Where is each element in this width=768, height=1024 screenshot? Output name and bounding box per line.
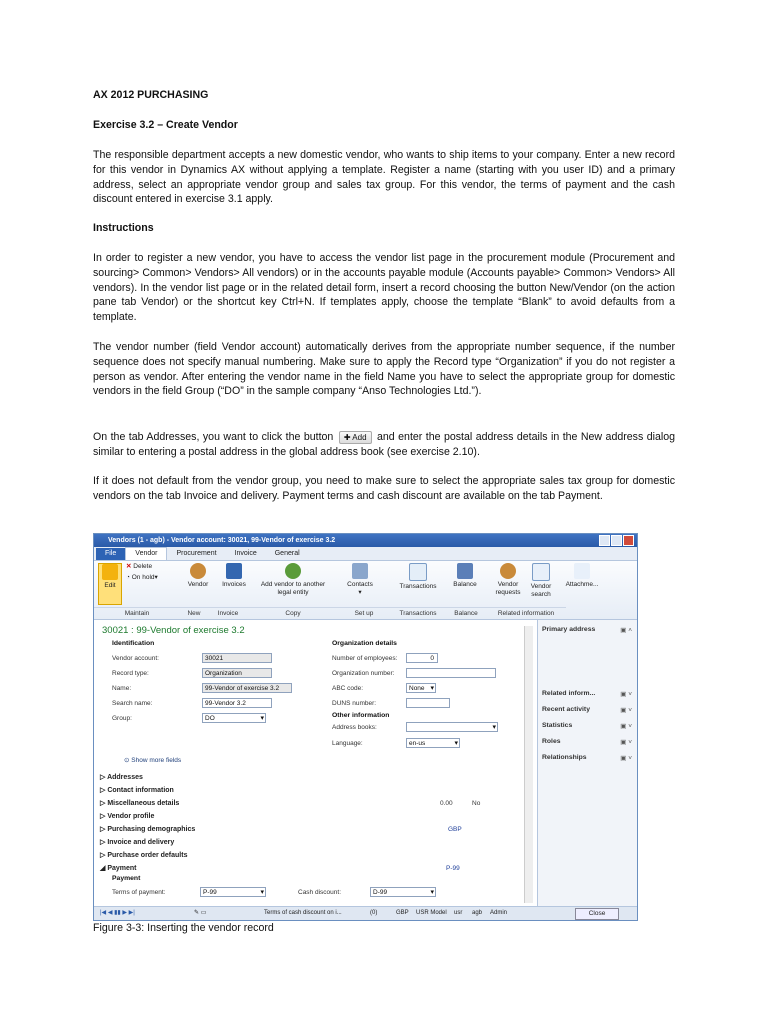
- group-invoice: Invoice: [208, 607, 248, 619]
- vendor-search-button[interactable]: [526, 563, 556, 599]
- vendor-label: Vendor: [187, 581, 209, 588]
- edit-mode-icon[interactable]: ✎ ▭: [194, 910, 207, 916]
- show-more-fields-link[interactable]: [124, 756, 181, 764]
- vendor-requests-icon: [500, 563, 516, 579]
- delete-button[interactable]: [126, 563, 152, 571]
- terms-of-payment-label: Terms of payment:: [112, 889, 166, 896]
- misc-summary-flag: No: [472, 800, 481, 807]
- fasttab-purchase-order-defaults[interactable]: ▷ Purchase order defaults: [100, 852, 188, 859]
- on-hold-button[interactable]: ◔ On hold▾: [126, 574, 158, 581]
- invoices-icon: [226, 563, 242, 579]
- fasttab-po-defaults-label: Purchase order defaults: [107, 852, 188, 859]
- fasttab-invoice-delivery[interactable]: ▷ Invoice and delivery: [100, 839, 175, 846]
- group-maintain: Maintain: [94, 607, 180, 619]
- balance-button[interactable]: [450, 563, 480, 589]
- collapse-icon[interactable]: ▣ ˄: [620, 627, 632, 634]
- para3-post: and enter the postal address details in the New address dialog similar to entering a postal address in the global address book (see exercise 2.10).: [93, 431, 675, 458]
- invoices-label: Invoices: [222, 581, 246, 588]
- show-more-label: Show more fields: [131, 757, 182, 764]
- instructions-paragraph-3: [93, 430, 675, 460]
- duns-label: DUNS number:: [332, 700, 377, 707]
- group-select[interactable]: DO ▾: [202, 713, 266, 723]
- status-currency: GBP: [396, 910, 409, 916]
- status-model: USR Model: [416, 910, 447, 916]
- status-layer: usr: [454, 910, 463, 916]
- group-label: Group:: [112, 715, 132, 722]
- vendor-account-field[interactable]: 30021: [202, 653, 272, 663]
- figure-caption: Figure 3-3: Inserting the vendor record: [93, 922, 274, 934]
- factbox-recent-activity[interactable]: Recent activity: [542, 706, 590, 713]
- minimize-icon[interactable]: [599, 535, 610, 546]
- window-title: Vendors (1 - agb) - Vendor account: 30021, 99-Vendor of exercise 3.2: [108, 537, 336, 544]
- instructions-paragraph-2: The vendor number (field Vendor account) automatically derives from the appropriate number sequence, if the number sequence does not specify manual numbering. Make sure to apply the Record type “Organization” if you do not register a person as vendor. After entering the vendor name in the field Name you have to select the appropriate group for domestic vendors in the field Group (“DO” in the sample company “Anso Technologies Ltd.”).: [93, 341, 675, 398]
- search-name-field[interactable]: 99-Vendor 3.2: [202, 698, 272, 708]
- tab-vendor[interactable]: Vendor: [125, 547, 167, 560]
- contacts-icon: [352, 563, 368, 579]
- contacts-button[interactable]: Contacts ▾: [342, 563, 378, 597]
- tab-general[interactable]: General: [274, 550, 300, 557]
- fasttab-payment-label: Payment: [107, 865, 137, 872]
- factbox-primary-address[interactable]: Primary address: [542, 626, 596, 633]
- main-pane: [94, 620, 534, 907]
- language-select[interactable]: en-us ▾: [406, 738, 460, 748]
- on-hold-icon: ◔: [126, 574, 130, 581]
- factbox-relationships[interactable]: Relationships: [542, 754, 587, 761]
- doc-heading: AX 2012 PURCHASING: [93, 89, 209, 101]
- payment-heading: Payment: [112, 875, 141, 882]
- fasttab-misc-label: Miscellaneous details: [107, 800, 180, 807]
- status-bar: [94, 906, 637, 920]
- transactions-icon: [409, 563, 427, 581]
- fasttab-addresses[interactable]: ▷ Addresses: [100, 774, 143, 781]
- add-button-image: ✚ Add: [339, 431, 372, 444]
- add-button-label: Add: [352, 432, 367, 442]
- edit-button[interactable]: [98, 563, 122, 605]
- contacts-label: Contacts: [347, 581, 373, 588]
- factbox-statistics[interactable]: Statistics: [542, 722, 573, 729]
- expand-icon[interactable]: ▣ ˅: [620, 691, 632, 698]
- name-field[interactable]: 99-Vendor of exercise 3.2: [202, 683, 292, 693]
- fasttab-purchasing-demographics[interactable]: ▷ Purchasing demographics: [100, 826, 196, 833]
- fasttab-contact-information[interactable]: ▷ Contact information: [100, 787, 174, 794]
- instructions-heading: Instructions: [93, 222, 154, 234]
- fasttab-miscellaneous[interactable]: ▷ Miscellaneous details: [100, 800, 180, 807]
- tab-invoice[interactable]: Invoice: [234, 550, 257, 557]
- cash-discount-select[interactable]: D-99 ▾: [370, 887, 436, 897]
- vendor-icon: [190, 563, 206, 579]
- tab-file[interactable]: File: [96, 548, 125, 560]
- employees-field[interactable]: 0: [406, 653, 438, 663]
- close-window-icon[interactable]: [623, 535, 634, 546]
- record-type-label: Record type:: [112, 670, 149, 677]
- balance-icon: [457, 563, 473, 579]
- employees-label: Number of employees:: [332, 655, 398, 662]
- expand-icon[interactable]: ▣ ˅: [620, 707, 632, 714]
- tab-procurement[interactable]: Procurement: [176, 550, 217, 557]
- status-company: agb: [472, 910, 483, 916]
- address-books-select[interactable]: [406, 722, 498, 732]
- vendor-requests-button[interactable]: [490, 563, 526, 597]
- pencil-icon: [102, 564, 118, 580]
- vendor-search-icon: [532, 563, 550, 581]
- fasttab-invoice-label: Invoice and delivery: [107, 839, 175, 846]
- fasttab-payment[interactable]: ◢ Payment: [100, 865, 137, 872]
- group-balance: Balance: [446, 607, 486, 619]
- record-title: 30021 : 99-Vendor of exercise 3.2: [102, 625, 245, 636]
- fasttab-contact-label: Contact information: [107, 787, 174, 794]
- close-button[interactable]: Close: [575, 908, 619, 920]
- factbox-related-information[interactable]: Related inform...: [542, 690, 596, 697]
- abc-code-select[interactable]: None ▾: [406, 683, 436, 693]
- org-number-field[interactable]: [406, 668, 496, 678]
- instructions-paragraph-4: If it does not default from the vendor group, you need to make sure to select the appropriate sales tax group for domestic vendors on the tab Invoice and delivery. Payment terms and cash discount are available on the tab Payment.: [93, 475, 675, 502]
- notification-count[interactable]: (0): [370, 910, 378, 916]
- duns-field[interactable]: [406, 698, 450, 708]
- address-books-label: Address books:: [332, 724, 377, 731]
- action-pane: [94, 561, 637, 620]
- org-number-label: Organization number:: [332, 670, 395, 677]
- fasttab-vendor-profile[interactable]: ▷ Vendor profile: [100, 813, 155, 820]
- invoices-button[interactable]: [218, 563, 250, 589]
- add-vendor-legal-entity-button[interactable]: [258, 563, 328, 597]
- group-set-up: Set up: [338, 607, 390, 619]
- record-type-field[interactable]: Organization: [202, 668, 272, 678]
- maximize-icon[interactable]: [611, 535, 622, 546]
- expand-circle-icon: ⊙: [124, 757, 130, 764]
- abc-code-label: ABC code:: [332, 685, 364, 692]
- search-name-label: Search name:: [112, 700, 153, 707]
- identification-heading: Identification: [112, 640, 155, 647]
- edit-label: Edit: [104, 582, 116, 589]
- vendor-search-label: Vendor search: [530, 583, 552, 598]
- language-label: Language:: [332, 740, 363, 747]
- on-hold-label: On hold: [131, 574, 155, 581]
- group-related-information: Related information: [486, 607, 566, 619]
- delete-label: Delete: [133, 563, 153, 570]
- status-hint: Terms of cash discount on i...: [264, 910, 342, 916]
- window-titlebar: [94, 534, 637, 547]
- balance-label: Balance: [453, 581, 477, 588]
- expand-icon[interactable]: ▣ ˅: [620, 755, 632, 762]
- currency-summary: GBP: [448, 826, 462, 833]
- payment-summary: P-99: [446, 865, 460, 872]
- intro-paragraph: The responsible department accepts a new domestic vendor, who wants to ship items to your company. Enter a new record for this vendor in Dynamics AX without applying a template. Register a name (starting with you user ID) and a primary address, select an appropriate vendor group and sales tax group. For this vendor, the terms of payment and the cash discount entered in exercise 3.1 apply.: [93, 149, 675, 206]
- group-new: New: [180, 607, 208, 619]
- attachments-label: Attachme...: [565, 581, 599, 588]
- para3-pre: On the tab Addresses, you want to click the button: [93, 431, 334, 443]
- factbox-roles[interactable]: Roles: [542, 738, 561, 745]
- exercise-title: Exercise 3.2 – Create Vendor: [93, 119, 238, 131]
- group-transactions: Transactions: [390, 607, 446, 619]
- fasttab-vendor-profile-label: Vendor profile: [107, 813, 155, 820]
- cash-discount-label: Cash discount:: [298, 889, 341, 896]
- expand-icon[interactable]: ▣ ˅: [620, 723, 632, 730]
- record-navigation-icons[interactable]: |◀ ◀ ▮▮ ▶ ▶|: [100, 910, 135, 916]
- vendor-form-window: [93, 533, 638, 921]
- vendor-account-label: Vendor account:: [112, 655, 159, 662]
- name-label: Name:: [112, 685, 132, 692]
- attachments-button[interactable]: [562, 563, 602, 589]
- vendor-requests-label: Vendor requests: [495, 581, 521, 596]
- status-user: Admin: [490, 910, 508, 916]
- new-vendor-button[interactable]: [184, 563, 212, 589]
- expand-icon[interactable]: ▣ ˅: [620, 739, 632, 746]
- fasttab-demographics-label: Purchasing demographics: [107, 826, 196, 833]
- instructions-paragraph-1: In order to register a new vendor, you have to access the vendor list page in the procurement module (Procurement and sourcing> Common> Vendors> All vendors) or in the accounts payable module (Accounts payable> Common> Vendors> All vendors). In the vendor list page or in the related detail form, insert a record choosing the button New/Vendor (on the action pane tab Vendor) or the shortcut key Ctrl+N. If templates apply, choose the template “Blank” to avoid defaults from a template.: [93, 252, 675, 324]
- transactions-button[interactable]: [396, 563, 440, 591]
- organization-heading: Organization details: [332, 640, 397, 647]
- fasttab-addresses-label: Addresses: [107, 774, 143, 781]
- terms-of-payment-select[interactable]: P-99 ▾: [200, 887, 266, 897]
- delete-icon: ✕: [126, 563, 132, 570]
- group-copy: Copy: [248, 607, 338, 619]
- add-vendor-label: Add vendor to another legal entity: [260, 581, 326, 596]
- vertical-scrollbar[interactable]: [524, 626, 533, 903]
- ribbon-tabs: [94, 547, 637, 561]
- add-vendor-icon: [285, 563, 301, 579]
- other-information-heading: Other information: [332, 712, 390, 719]
- form-body: [94, 620, 637, 907]
- transactions-label: Transactions: [399, 583, 437, 590]
- misc-summary-value: 0.00: [440, 800, 453, 807]
- factbox-pane: [537, 620, 637, 907]
- attachments-icon: [574, 563, 590, 579]
